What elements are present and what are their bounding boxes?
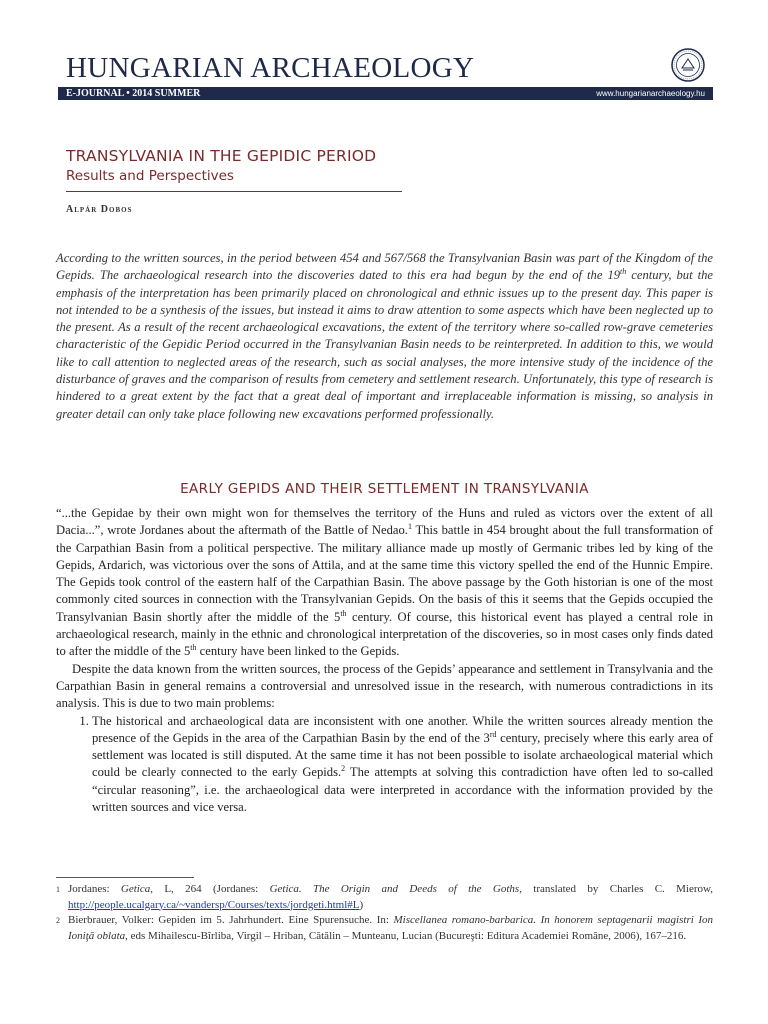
list-item: 1. The historical and archaeological data are inconsistent with one another. While the written sources already mention the presence of the Gepids in the area of the Carpathian Basin by the end of the 3rd century, precisely where this early area of settlement was located is still disputed. At the same time it has not been possible to isolate archaeological material which could be clearly connected to the early Gepids.$^2$ The attempts at solving this contradiction have often led to so-called “circular reasoning”, i.e. the archaeological data were interpreted in accordance with the information provided by the written sources and vice versa. (92, 713, 713, 817)
footnote-ref-2[interactable]: 2 (341, 764, 346, 774)
paragraph-2: Despite the data known from the written sources, the process of the Gepids’ appearance and settlement in Transylvania and the Carpathian Basin in general remains a controversial and unresolved issue in the research, with numerous contradictions in its analysis. This is due to two main problems: (56, 661, 713, 711)
journal-header-bar (58, 87, 713, 100)
footnote-ref-1[interactable]: 1 (407, 522, 412, 532)
section-heading: EARLY GEPIDS AND THEIR SETTLEMENT IN TRANSYLVANIA (180, 481, 589, 497)
article-title: TRANSYLVANIA IN THE GEPIDIC PERIOD (66, 147, 377, 165)
article-subtitle: Results and Perspectives (66, 168, 234, 184)
footnote-2: 2 Bierbrauer, Volker: Gepiden im 5. Jahrhundert. Eine Spurensuche. In: Miscellanea romano-barbarica. In honorem septagenarii magistri Ion Ioniţă oblata, eds Mihailescu-Bîrliba, Virgil – Hriban, Cătălin – Munteanu, Lucian (Bucureşti: Editura Academiei Române, 2006), 167–216. (56, 914, 714, 942)
journal-url-link[interactable]: www.hungarianarchaeology.hu (596, 89, 705, 98)
paragraph-1: “...the Gepidae by their own might won for themselves the territory of the Huns and ruled as victors over the extent of all Dacia...”, wrote Jordanes about the aftermath of the Battle of Nedao.$^1$ This battle in 454 brought about the full transformation of the Carpathian Basin from a political perspective. The military alliance made up mostly of Germanic tribes led by king of the Gepids, Ardarich, was victorious over the sons of Attila, and at the same time this victory spelled the end of the Hunnic Empire. The Gepids took control of the eastern half of the Carpathian Basin. The above passage by the Goth historian is one of the most commonly cited sources in connection with the Transylvanian Gepids. On the basis of this it seems that the Gepids occupied the Transylvanian Basin shortly after the middle of the 5th century. Of course, this historical event has played a central role in archaeological research, mainly in the ethnic and chronological interpretation of the discoveries, so in most cases only finds dated to after the middle of the 5th century have been linked to the Gepids. (56, 506, 714, 659)
body-text (56, 505, 713, 816)
article-author: Alpár Dobos (66, 204, 133, 215)
abstract: According to the written sources, in the period between 454 and 567/568 the Transylvanian Basin was part of the Kingdom of the Gepids. The archaeological research into the discoveries dated to this era had begun by the end of the 19th century, but the emphasis of the interpretation has been primarily placed on chronological and ethnic issues up to the present day. This paper is not intended to be a synthesis of the issues, but instead it aims to draw attention to some aspects which have been neglected up to the present. As a result of the recent archaeological excavations, the extent of the territory where so-called row-grave cemeteries characteristic of the Gepidic Period occurred in the Transylvanian Basin needs to be reinterpreted. In addition to this, we would like to call attention to neglected areas of the research, such as social analyses, the more intensive study of the incidence of the disturbance of graves and the comparison of results from cemetery and settlement research. Unfortunately, this type of research is hindered to a great extent by the fact that a great deal of important and irreplaceable information is missing, so analysis in greater detail can only take place following new excavations performed professionally. (56, 251, 713, 421)
problem-list (56, 713, 713, 817)
footnote-divider (56, 877, 194, 878)
footnote-link[interactable]: http://people.ucalgary.ca/~vandersp/Courses/texts/jordgeti.html#L (68, 898, 360, 911)
journal-title: HUNGARIAN ARCHAEOLOGY (66, 52, 475, 84)
footnote-1: 1 Jordanes: Getica, L, 264 (Jordanes: Getica. The Origin and Deeds of the Goths, translated by Charles C. Mierow, http://people.ucalgary.ca/~vandersp/Courses/texts/jordgeti.html#L) (56, 883, 713, 911)
journal-seal-icon (671, 48, 705, 82)
journal-issue: E-JOURNAL • 2014 SUMMER (66, 88, 201, 99)
title-divider (66, 191, 402, 192)
footnotes (56, 882, 713, 944)
